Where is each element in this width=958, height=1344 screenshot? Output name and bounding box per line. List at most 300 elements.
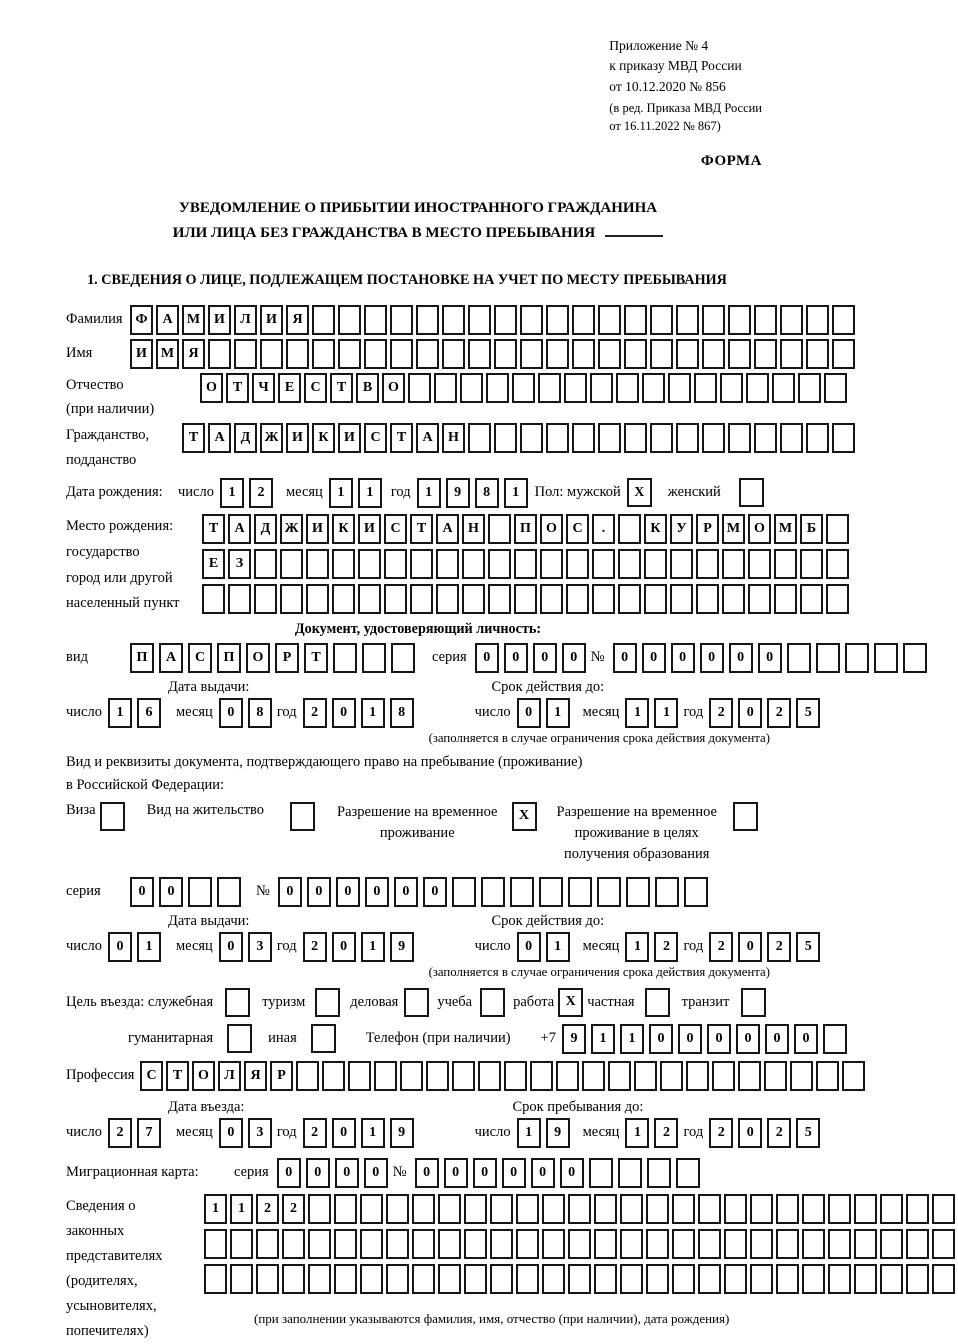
cell-box[interactable]: И [358, 514, 381, 544]
cell-box[interactable]: 1 [204, 1194, 227, 1224]
cell-box[interactable]: Л [234, 305, 257, 335]
cell-box[interactable]: 0 [517, 698, 541, 728]
cell-box[interactable] [624, 339, 647, 369]
cell-box[interactable]: 0 [504, 643, 528, 673]
cell-box[interactable] [750, 1229, 773, 1259]
cell-box[interactable] [780, 339, 803, 369]
cell-box[interactable]: 1 [591, 1024, 615, 1054]
cell-box[interactable] [520, 339, 543, 369]
cell-box[interactable]: 0 [219, 698, 243, 728]
cell-box[interactable]: 1 [546, 932, 570, 962]
cell-box[interactable] [308, 1194, 331, 1224]
cell-box[interactable] [412, 1264, 435, 1294]
cell-box[interactable]: 0 [278, 877, 302, 907]
cell-box[interactable] [589, 1158, 613, 1188]
cell-box[interactable] [442, 339, 465, 369]
cell-box[interactable] [282, 1264, 305, 1294]
cell-box[interactable]: 1 [625, 1118, 649, 1148]
cell-box[interactable]: 0 [531, 1158, 555, 1188]
cell-box[interactable] [780, 305, 803, 335]
cell-box[interactable] [516, 1264, 539, 1294]
cell-box[interactable] [702, 423, 725, 453]
cell-box[interactable] [436, 549, 459, 579]
cell-box[interactable]: 0 [700, 643, 724, 673]
cell-box[interactable]: 2 [767, 932, 791, 962]
cell-box[interactable] [478, 1061, 501, 1091]
cell-box[interactable]: Н [442, 423, 465, 453]
cell-box[interactable] [874, 643, 898, 673]
cell-box[interactable] [334, 1229, 357, 1259]
cell-box[interactable]: 2 [654, 1118, 678, 1148]
cell-box[interactable]: Р [696, 514, 719, 544]
cell-box[interactable]: О [540, 514, 563, 544]
cell-box[interactable] [494, 305, 517, 335]
cell-box[interactable] [308, 1264, 331, 1294]
cell-box[interactable]: Ч [252, 373, 275, 403]
cell-box[interactable] [676, 1158, 700, 1188]
cell-box[interactable] [776, 1264, 799, 1294]
cell-box[interactable]: Ж [260, 423, 283, 453]
cell-box[interactable] [728, 423, 751, 453]
cell-box[interactable]: Т [166, 1061, 189, 1091]
cell-box[interactable] [728, 305, 751, 335]
cell-box[interactable] [410, 549, 433, 579]
cell-box[interactable]: . [592, 514, 615, 544]
cell-box[interactable] [676, 423, 699, 453]
cell-box[interactable] [296, 1061, 319, 1091]
cell-box[interactable]: Д [234, 423, 257, 453]
cell-box[interactable] [823, 1024, 847, 1054]
cell-box[interactable] [462, 584, 485, 614]
cell-box[interactable]: 3 [248, 932, 272, 962]
cell-box[interactable] [410, 584, 433, 614]
cell-box[interactable] [386, 1194, 409, 1224]
cell-box[interactable] [546, 305, 569, 335]
cell-box[interactable]: К [312, 423, 335, 453]
cell-box[interactable] [826, 549, 849, 579]
cell-box[interactable]: 0 [649, 1024, 673, 1054]
cell-box[interactable] [712, 1061, 735, 1091]
cell-box[interactable] [362, 643, 386, 673]
cell-box[interactable] [308, 1229, 331, 1259]
cell-box[interactable] [644, 549, 667, 579]
cell-box[interactable] [650, 339, 673, 369]
cell-box[interactable]: 2 [282, 1194, 305, 1224]
cell-box[interactable] [464, 1229, 487, 1259]
cell-box[interactable]: 9 [562, 1024, 586, 1054]
purpose-tourism-checkbox[interactable] [315, 988, 340, 1017]
cell-box[interactable]: 0 [475, 643, 499, 673]
cell-box[interactable] [624, 305, 647, 335]
cell-box[interactable]: 9 [546, 1118, 570, 1148]
cell-box[interactable]: 0 [336, 877, 360, 907]
cell-box[interactable]: 9 [390, 1118, 414, 1148]
cell-box[interactable] [806, 339, 829, 369]
cell-box[interactable] [800, 549, 823, 579]
cell-box[interactable] [828, 1194, 851, 1224]
cell-box[interactable]: И [208, 305, 231, 335]
cell-box[interactable] [616, 373, 639, 403]
cell-box[interactable]: А [228, 514, 251, 544]
cell-box[interactable] [738, 1061, 761, 1091]
cell-box[interactable] [802, 1229, 825, 1259]
cell-box[interactable] [748, 549, 771, 579]
cell-box[interactable] [832, 423, 855, 453]
cell-box[interactable] [386, 1264, 409, 1294]
cell-box[interactable] [594, 1194, 617, 1224]
cell-box[interactable] [668, 373, 691, 403]
cell-box[interactable] [280, 549, 303, 579]
purpose-official-checkbox[interactable] [225, 988, 250, 1017]
cell-box[interactable] [390, 305, 413, 335]
cell-box[interactable] [702, 305, 725, 335]
cell-box[interactable]: 8 [390, 698, 414, 728]
cell-box[interactable]: 0 [642, 643, 666, 673]
cell-box[interactable]: 1 [329, 478, 353, 508]
cell-box[interactable]: О [200, 373, 223, 403]
cell-box[interactable]: А [159, 643, 183, 673]
cell-box[interactable] [364, 305, 387, 335]
cell-box[interactable]: 0 [678, 1024, 702, 1054]
cell-box[interactable] [426, 1061, 449, 1091]
cell-box[interactable]: 1 [546, 698, 570, 728]
cell-box[interactable] [842, 1061, 865, 1091]
cell-box[interactable] [790, 1061, 813, 1091]
cell-box[interactable]: Т [182, 423, 205, 453]
residence-permit-checkbox[interactable] [290, 802, 315, 831]
cell-box[interactable] [358, 549, 381, 579]
cell-box[interactable] [728, 339, 751, 369]
cell-box[interactable] [360, 1264, 383, 1294]
cell-box[interactable] [374, 1061, 397, 1091]
cell-box[interactable] [254, 549, 277, 579]
cell-box[interactable] [618, 549, 641, 579]
cell-box[interactable]: 9 [446, 478, 470, 508]
cell-box[interactable] [338, 305, 361, 335]
cell-box[interactable] [234, 339, 257, 369]
cell-box[interactable] [724, 1264, 747, 1294]
cell-box[interactable] [698, 1229, 721, 1259]
cell-box[interactable] [542, 1229, 565, 1259]
cell-box[interactable] [568, 1194, 591, 1224]
cell-box[interactable] [764, 1061, 787, 1091]
cell-box[interactable] [486, 373, 509, 403]
cell-box[interactable] [746, 373, 769, 403]
cell-box[interactable]: Т [304, 643, 328, 673]
cell-box[interactable] [620, 1194, 643, 1224]
cell-box[interactable] [204, 1264, 227, 1294]
cell-box[interactable] [724, 1194, 747, 1224]
cell-box[interactable]: 1 [137, 932, 161, 962]
sex-female-checkbox[interactable] [739, 478, 764, 507]
cell-box[interactable] [906, 1264, 929, 1294]
cell-box[interactable] [322, 1061, 345, 1091]
cell-box[interactable] [568, 877, 592, 907]
cell-box[interactable] [416, 305, 439, 335]
cell-box[interactable] [754, 305, 777, 335]
cell-box[interactable]: Т [226, 373, 249, 403]
cell-box[interactable] [490, 1194, 513, 1224]
cell-box[interactable]: Я [182, 339, 205, 369]
cell-box[interactable] [722, 549, 745, 579]
cell-box[interactable] [546, 423, 569, 453]
cell-box[interactable]: 2 [303, 1118, 327, 1148]
cell-box[interactable]: 2 [303, 932, 327, 962]
cell-box[interactable] [620, 1264, 643, 1294]
cell-box[interactable] [932, 1229, 955, 1259]
cell-box[interactable] [676, 305, 699, 335]
cell-box[interactable] [880, 1264, 903, 1294]
cell-box[interactable] [408, 373, 431, 403]
cell-box[interactable]: Д [254, 514, 277, 544]
cell-box[interactable]: 0 [335, 1158, 359, 1188]
cell-box[interactable] [772, 373, 795, 403]
cell-box[interactable]: 8 [475, 478, 499, 508]
cell-box[interactable] [384, 549, 407, 579]
cell-box[interactable] [828, 1264, 851, 1294]
cell-box[interactable]: Т [202, 514, 225, 544]
cell-box[interactable]: 1 [220, 478, 244, 508]
cell-box[interactable]: 0 [108, 932, 132, 962]
cell-box[interactable]: 0 [562, 643, 586, 673]
cell-box[interactable]: 1 [504, 478, 528, 508]
cell-box[interactable] [504, 1061, 527, 1091]
cell-box[interactable] [438, 1229, 461, 1259]
cell-box[interactable] [217, 877, 241, 907]
cell-box[interactable]: М [774, 514, 797, 544]
visa-checkbox[interactable] [100, 802, 125, 831]
cell-box[interactable]: М [182, 305, 205, 335]
cell-box[interactable]: 2 [767, 698, 791, 728]
cell-box[interactable] [776, 1194, 799, 1224]
cell-box[interactable]: А [416, 423, 439, 453]
cell-box[interactable] [906, 1194, 929, 1224]
cell-box[interactable] [592, 584, 615, 614]
cell-box[interactable] [452, 877, 476, 907]
cell-box[interactable]: 0 [219, 932, 243, 962]
cell-box[interactable]: И [306, 514, 329, 544]
cell-box[interactable]: 0 [332, 932, 356, 962]
cell-box[interactable] [816, 643, 840, 673]
cell-box[interactable] [260, 339, 283, 369]
cell-box[interactable] [360, 1229, 383, 1259]
cell-box[interactable]: 6 [137, 698, 161, 728]
cell-box[interactable]: Е [202, 549, 225, 579]
cell-box[interactable] [438, 1194, 461, 1224]
cell-box[interactable]: 1 [625, 698, 649, 728]
cell-box[interactable] [684, 877, 708, 907]
cell-box[interactable] [620, 1229, 643, 1259]
cell-box[interactable] [539, 877, 563, 907]
cell-box[interactable]: 0 [365, 877, 389, 907]
cell-box[interactable] [626, 877, 650, 907]
cell-box[interactable]: 0 [473, 1158, 497, 1188]
cell-box[interactable] [520, 423, 543, 453]
cell-box[interactable]: Л [218, 1061, 241, 1091]
cell-box[interactable] [542, 1194, 565, 1224]
cell-box[interactable] [880, 1194, 903, 1224]
cell-box[interactable] [824, 373, 847, 403]
cell-box[interactable]: Т [410, 514, 433, 544]
cell-box[interactable]: 2 [767, 1118, 791, 1148]
cell-box[interactable] [488, 514, 511, 544]
purpose-humanitarian-checkbox[interactable] [227, 1024, 252, 1053]
cell-box[interactable]: 7 [137, 1118, 161, 1148]
cell-box[interactable] [854, 1229, 877, 1259]
cell-box[interactable]: 1 [230, 1194, 253, 1224]
cell-box[interactable]: 0 [729, 643, 753, 673]
cell-box[interactable]: Т [390, 423, 413, 453]
cell-box[interactable] [724, 1229, 747, 1259]
cell-box[interactable]: 2 [256, 1194, 279, 1224]
cell-box[interactable]: Е [278, 373, 301, 403]
cell-box[interactable] [208, 339, 231, 369]
cell-box[interactable] [464, 1264, 487, 1294]
cell-box[interactable] [566, 549, 589, 579]
cell-box[interactable]: 0 [130, 877, 154, 907]
cell-box[interactable] [540, 549, 563, 579]
cell-box[interactable] [412, 1229, 435, 1259]
cell-box[interactable]: И [338, 423, 361, 453]
cell-box[interactable] [334, 1264, 357, 1294]
cell-box[interactable] [516, 1229, 539, 1259]
cell-box[interactable] [282, 1229, 305, 1259]
cell-box[interactable] [906, 1229, 929, 1259]
cell-box[interactable] [828, 1229, 851, 1259]
temp-residence-edu-checkbox[interactable] [733, 802, 758, 831]
cell-box[interactable]: 0 [613, 643, 637, 673]
cell-box[interactable]: Б [800, 514, 823, 544]
cell-box[interactable] [460, 373, 483, 403]
cell-box[interactable] [650, 423, 673, 453]
cell-box[interactable] [754, 339, 777, 369]
cell-box[interactable] [672, 1229, 695, 1259]
cell-box[interactable] [490, 1229, 513, 1259]
cell-box[interactable]: 0 [307, 877, 331, 907]
cell-box[interactable] [845, 643, 869, 673]
purpose-study-checkbox[interactable] [480, 988, 505, 1017]
cell-box[interactable] [530, 1061, 553, 1091]
purpose-transit-checkbox[interactable] [741, 988, 766, 1017]
cell-box[interactable] [514, 584, 537, 614]
cell-box[interactable] [228, 584, 251, 614]
cell-box[interactable] [594, 1229, 617, 1259]
cell-box[interactable]: А [208, 423, 231, 453]
cell-box[interactable] [798, 373, 821, 403]
purpose-work-checkbox[interactable]: X [558, 988, 583, 1017]
cell-box[interactable] [412, 1194, 435, 1224]
purpose-private-checkbox[interactable] [645, 988, 670, 1017]
cell-box[interactable] [490, 1264, 513, 1294]
cell-box[interactable]: М [156, 339, 179, 369]
cell-box[interactable] [787, 643, 811, 673]
cell-box[interactable]: К [644, 514, 667, 544]
cell-box[interactable]: Т [330, 373, 353, 403]
cell-box[interactable] [698, 1194, 721, 1224]
cell-box[interactable]: 8 [248, 698, 272, 728]
cell-box[interactable]: 2 [249, 478, 273, 508]
cell-box[interactable] [334, 1194, 357, 1224]
cell-box[interactable] [582, 1061, 605, 1091]
cell-box[interactable] [481, 877, 505, 907]
cell-box[interactable] [650, 305, 673, 335]
cell-box[interactable]: 2 [709, 932, 733, 962]
cell-box[interactable] [333, 643, 357, 673]
cell-box[interactable] [832, 305, 855, 335]
cell-box[interactable]: И [286, 423, 309, 453]
cell-box[interactable] [880, 1229, 903, 1259]
cell-box[interactable] [364, 339, 387, 369]
cell-box[interactable] [572, 423, 595, 453]
cell-box[interactable] [598, 423, 621, 453]
cell-box[interactable]: 0 [394, 877, 418, 907]
cell-box[interactable]: З [228, 549, 251, 579]
cell-box[interactable] [468, 423, 491, 453]
cell-box[interactable] [468, 339, 491, 369]
cell-box[interactable] [694, 373, 717, 403]
cell-box[interactable] [416, 339, 439, 369]
cell-box[interactable] [624, 423, 647, 453]
cell-box[interactable] [806, 305, 829, 335]
cell-box[interactable]: Р [270, 1061, 293, 1091]
cell-box[interactable]: Р [275, 643, 299, 673]
cell-box[interactable]: 0 [415, 1158, 439, 1188]
cell-box[interactable]: П [217, 643, 241, 673]
cell-box[interactable]: 0 [306, 1158, 330, 1188]
cell-box[interactable]: П [514, 514, 537, 544]
cell-box[interactable]: 9 [390, 932, 414, 962]
cell-box[interactable]: С [140, 1061, 163, 1091]
cell-box[interactable]: 1 [361, 1118, 385, 1148]
cell-box[interactable] [646, 1229, 669, 1259]
cell-box[interactable]: А [156, 305, 179, 335]
cell-box[interactable]: К [332, 514, 355, 544]
cell-box[interactable] [774, 549, 797, 579]
cell-box[interactable] [520, 305, 543, 335]
cell-box[interactable]: 5 [796, 698, 820, 728]
cell-box[interactable] [572, 305, 595, 335]
cell-box[interactable]: О [382, 373, 405, 403]
cell-box[interactable]: 0 [738, 932, 762, 962]
cell-box[interactable]: О [246, 643, 270, 673]
cell-box[interactable]: П [130, 643, 154, 673]
cell-box[interactable] [332, 549, 355, 579]
cell-box[interactable]: 2 [709, 1118, 733, 1148]
cell-box[interactable] [434, 373, 457, 403]
cell-box[interactable] [286, 339, 309, 369]
cell-box[interactable] [540, 584, 563, 614]
cell-box[interactable]: 2 [108, 1118, 132, 1148]
cell-box[interactable] [436, 584, 459, 614]
cell-box[interactable] [438, 1264, 461, 1294]
cell-box[interactable] [932, 1264, 955, 1294]
cell-box[interactable]: С [188, 643, 212, 673]
cell-box[interactable]: 0 [502, 1158, 526, 1188]
cell-box[interactable] [618, 1158, 642, 1188]
cell-box[interactable] [306, 549, 329, 579]
cell-box[interactable]: 5 [796, 1118, 820, 1148]
cell-box[interactable] [618, 514, 641, 544]
cell-box[interactable]: 1 [620, 1024, 644, 1054]
cell-box[interactable]: 2 [303, 698, 327, 728]
cell-box[interactable] [566, 584, 589, 614]
cell-box[interactable] [672, 1194, 695, 1224]
cell-box[interactable]: Я [286, 305, 309, 335]
cell-box[interactable] [594, 1264, 617, 1294]
cell-box[interactable] [670, 584, 693, 614]
cell-box[interactable]: 0 [738, 698, 762, 728]
cell-box[interactable] [816, 1061, 839, 1091]
